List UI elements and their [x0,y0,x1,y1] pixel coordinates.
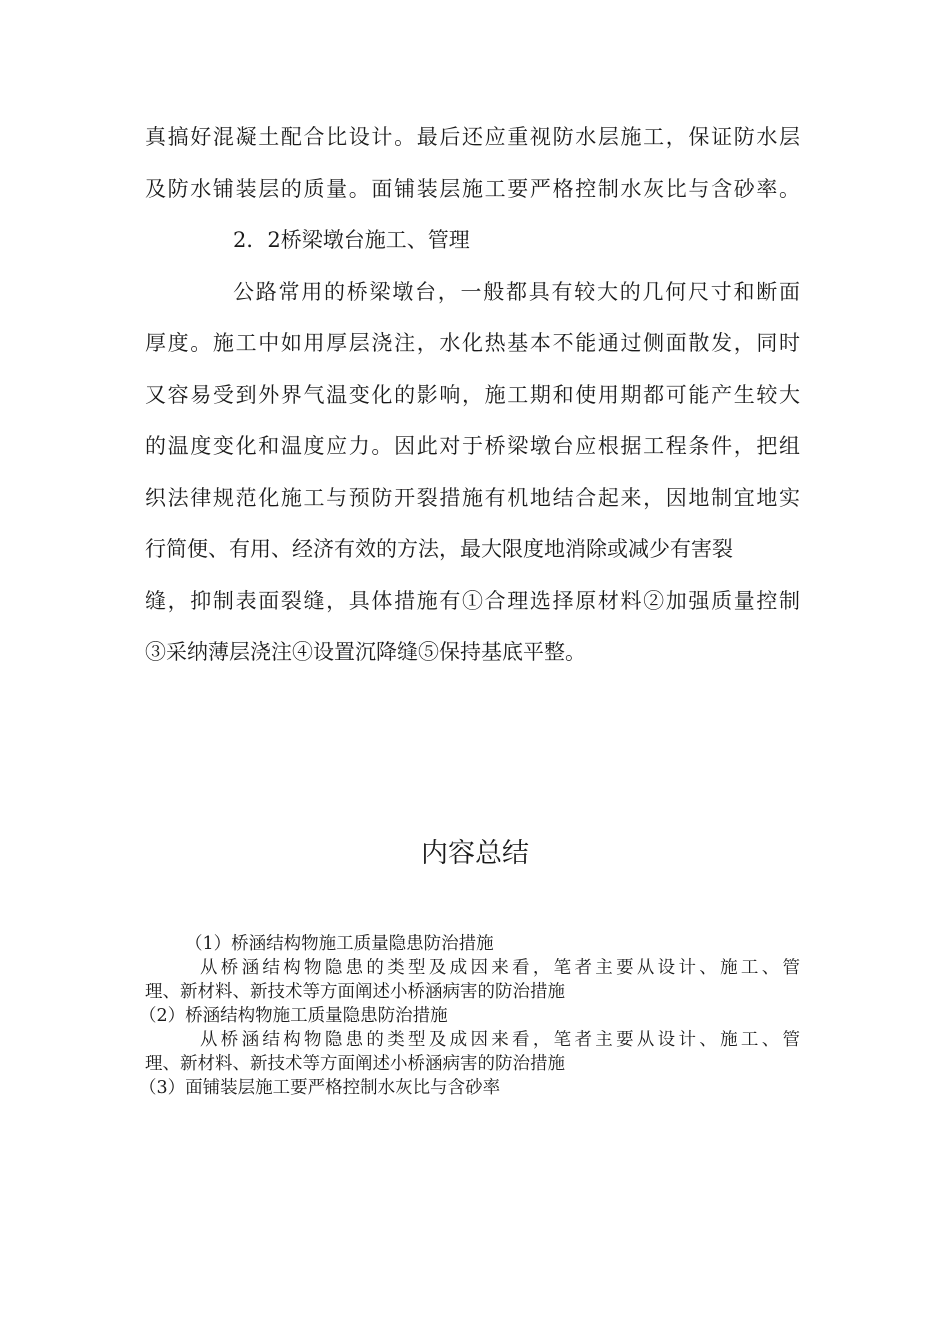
summary-title: 内容总结 [421,838,529,869]
summary-line: 理、新材料、新技术等方面阐述小桥涵病害的防治措施 [145,982,565,1002]
summary-text [139,932,800,1100]
body-line: 及防水铺装层的质量。面铺装层施工要严格控制水灰比与含砂率。 [145,176,800,201]
body-text [145,112,800,679]
body-line: 真搞好混凝土配合比设计。最后还应重视防水层施工，保证防水层 [145,125,800,149]
section-heading: 2．2桥梁墩台施工、管理 [233,228,470,252]
summary-item-heading: （3）面铺装层施工要严格控制水灰比与含砂率 [139,1078,501,1098]
summary-item-heading: （1）桥涵结构物施工质量隐患防治措施 [185,934,494,954]
summary-line: 从桥涵结构物隐患的类型及成因来看，笔者主要从设计、施工、管 [200,1030,800,1050]
body-line: 又容易受到外界气温变化的影响，施工期和使用期都可能产生较大 [145,382,800,407]
body-line: 织法律规范化施工与预防开裂措施有机地结合起来，因地制宜地实 [145,485,800,510]
body-line: 公路常用的桥梁墩台，一般都具有较大的几何尺寸和断面 [233,279,800,304]
summary-item-heading: （2）桥涵结构物施工质量隐患防治措施 [139,1006,448,1026]
summary-line: 理、新材料、新技术等方面阐述小桥涵病害的防治措施 [145,1054,565,1074]
summary-line: 从桥涵结构物隐患的类型及成因来看，笔者主要从设计、施工、管 [200,958,800,978]
body-line: 缝，抑制表面裂缝，具体措施有①合理选择原材料②加强质量控制 [145,588,800,613]
body-line: ③采纳薄层浇注④设置沉降缝⑤保持基底平整。 [145,640,586,664]
body-line: 的温度变化和温度应力。因此对于桥梁墩台应根据工程条件，把组 [145,434,800,458]
body-line: 行简便、有用、经济有效的方法，最大限度地消除或减少有害裂 [145,537,733,561]
body-line: 厚度。施工中如用厚层浇注，水化热基本不能通过侧面散发，同时 [145,331,800,355]
